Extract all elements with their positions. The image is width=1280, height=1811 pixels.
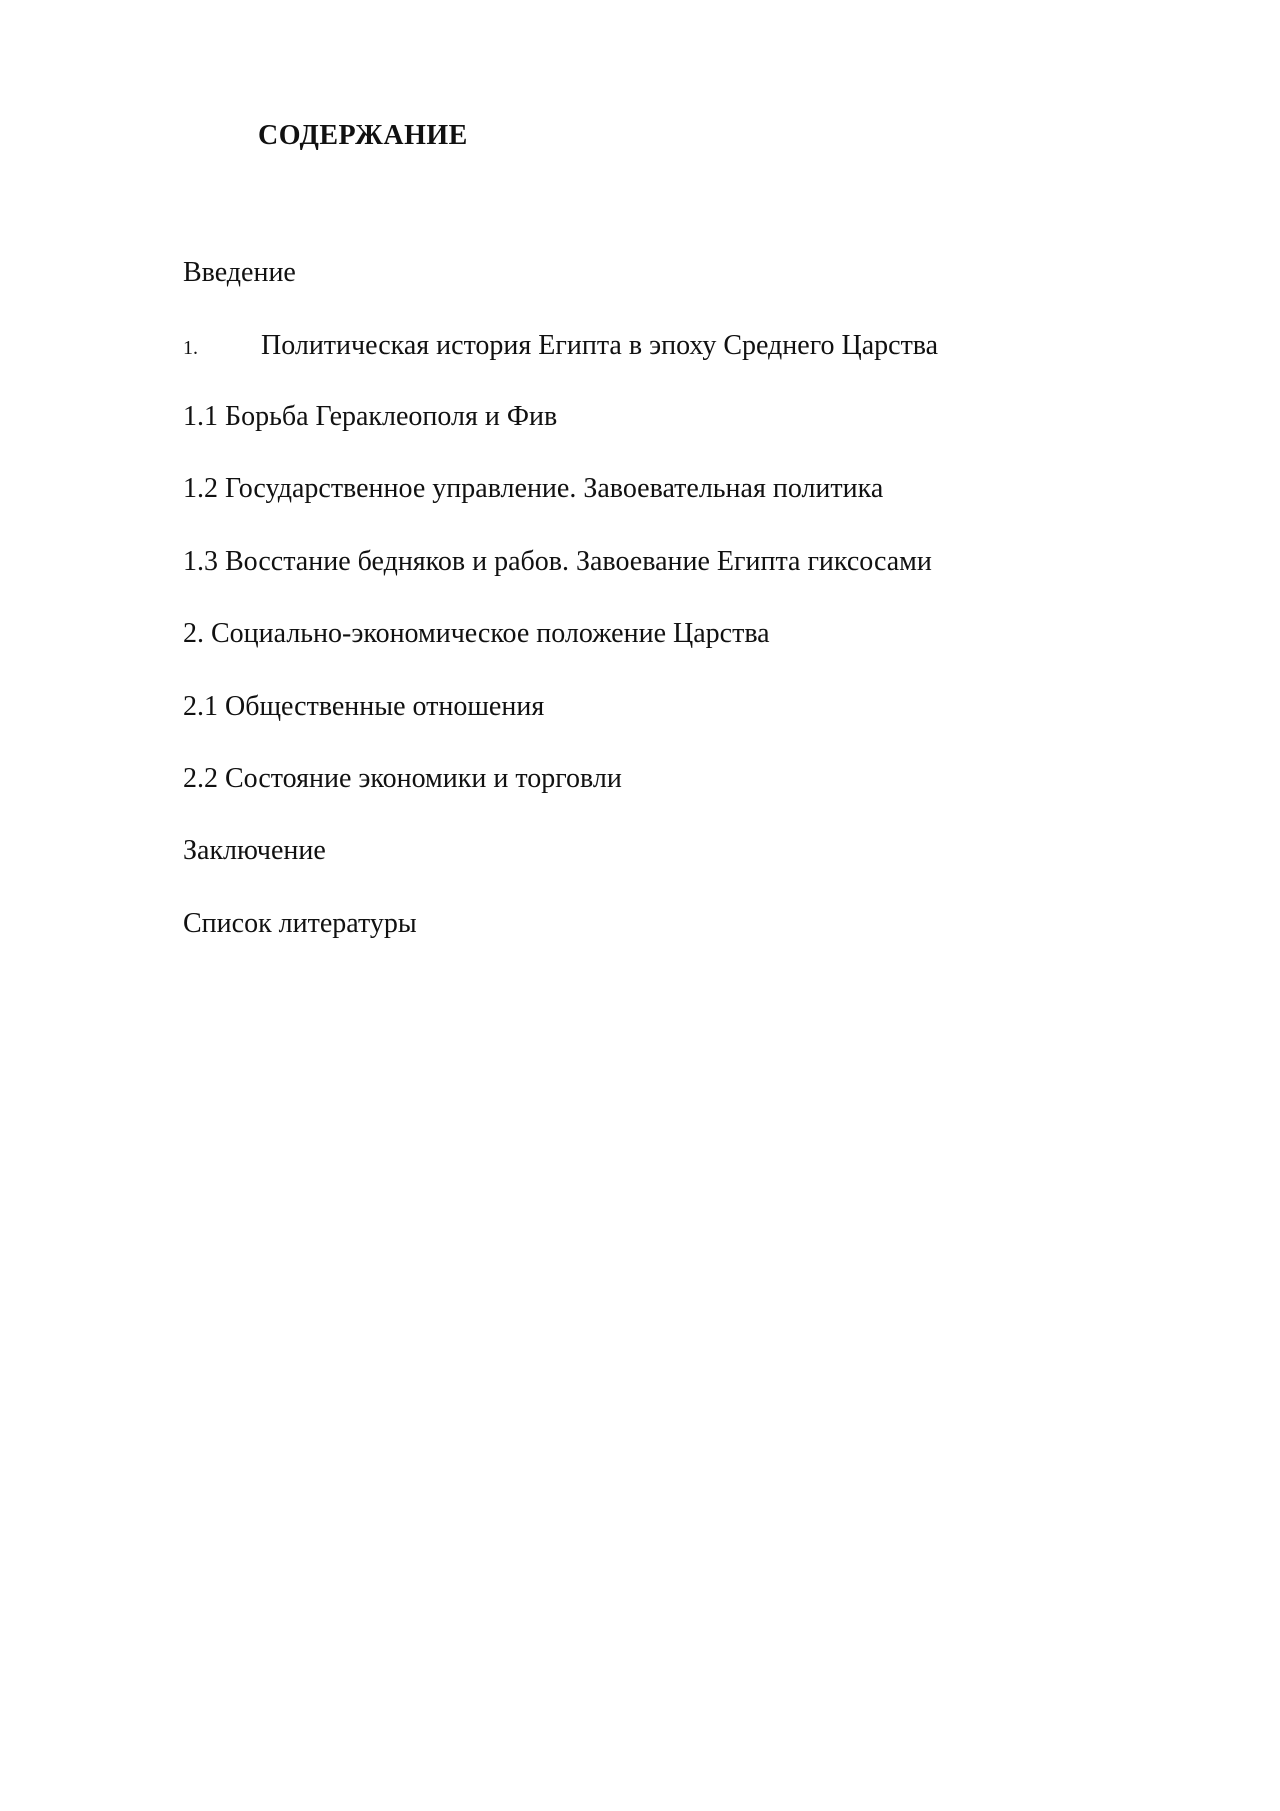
toc-item-text: Политическая история Египта в эпоху Среднего Царства	[261, 330, 939, 361]
toc-item-section-2-1	[183, 690, 544, 724]
toc-item-conclusion	[183, 834, 326, 868]
toc-item-section-2-2	[183, 762, 622, 796]
toc-item-text: Введение	[183, 257, 296, 288]
toc-item-text: Заключение	[183, 835, 326, 866]
toc-item-number: 1.	[183, 337, 198, 359]
toc-item-text: 2.1 Общественные отношения	[183, 691, 545, 722]
toc-item-text: 1.2 Государственное управление. Завоевательная политика	[183, 473, 884, 504]
toc-item-chapter-2	[183, 617, 770, 651]
page-title: СОДЕРЖАНИЕ	[258, 120, 468, 151]
toc-item-section-1-1	[183, 400, 557, 434]
toc-item-text: Список литературы	[183, 908, 417, 939]
toc-item-text: 2. Социально-экономическое положение Царства	[183, 618, 770, 649]
toc-item-text: 1.3 Восстание бедняков и рабов. Завоевание Египта гиксосами	[183, 546, 932, 577]
toc-item-text: 1.1 Борьба Гераклеополя и Фив	[183, 401, 558, 432]
toc-item-bibliography	[183, 907, 417, 941]
toc-item-chapter-1	[183, 329, 938, 365]
toc-item-section-1-3	[183, 545, 932, 579]
toc-item-text: 2.2 Состояние экономики и торговли	[183, 763, 622, 794]
toc-item-section-1-2	[183, 472, 883, 506]
toc-item-introduction	[183, 256, 296, 290]
